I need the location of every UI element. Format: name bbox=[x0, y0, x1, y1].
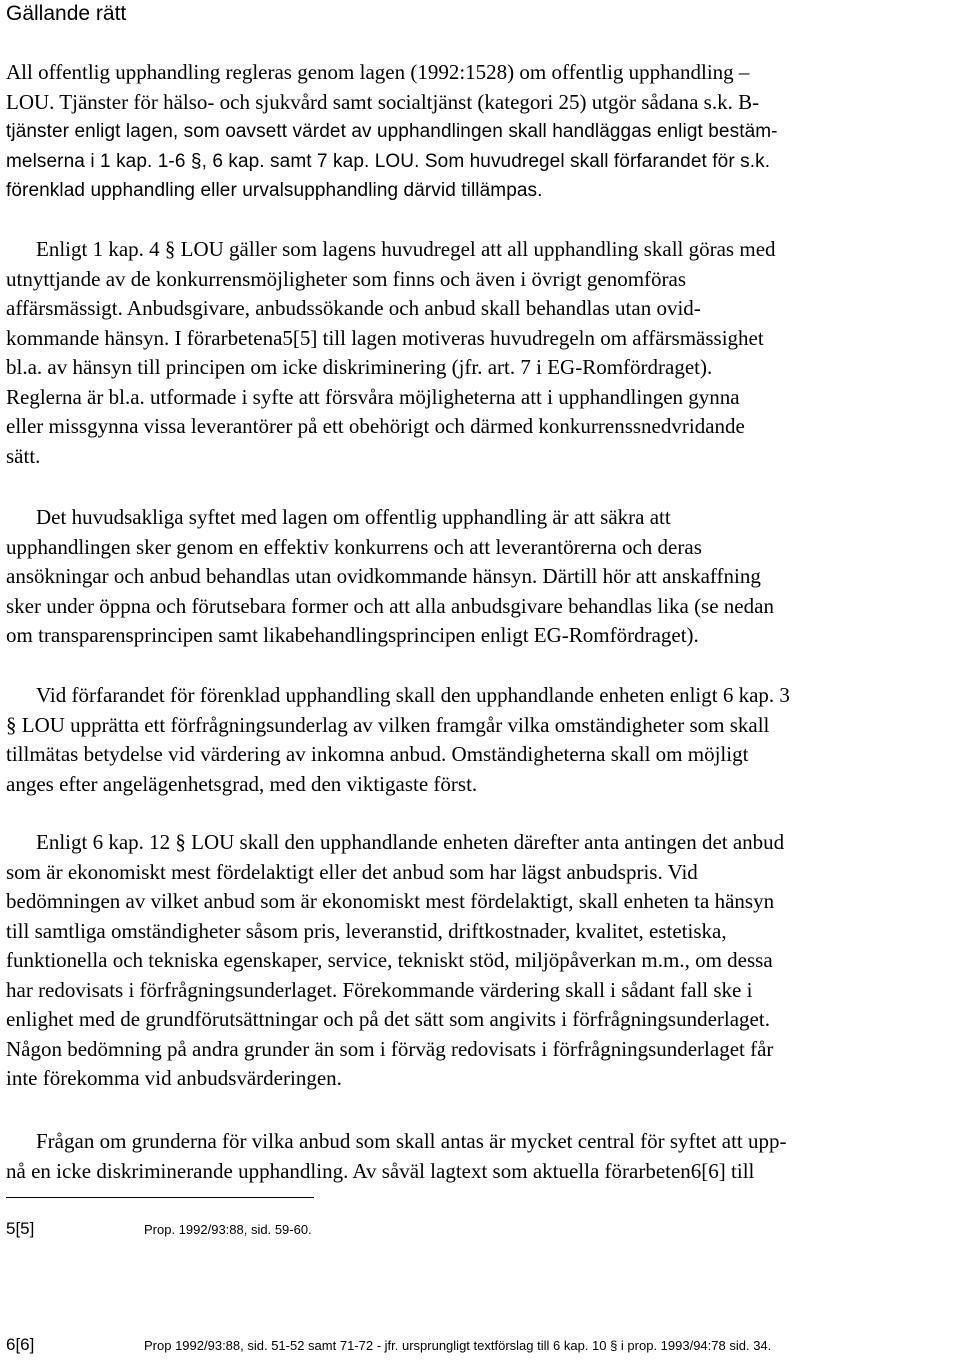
text-line: LOU. Tjänster för hälso- och sjukvård samt socialtjänst (kategori 25) utgör sådana s.k. B- bbox=[6, 89, 760, 114]
footnote-text: Prop. 1992/93:88, sid. 59-60. bbox=[144, 1222, 312, 1237]
paragraph-central-question bbox=[6, 1127, 956, 1186]
section-heading: Gällande rätt bbox=[6, 2, 127, 25]
footnote-number: 5[5] bbox=[6, 1219, 35, 1238]
text-line: Det huvudsakliga syftet med lagen om offentlig upphandling är att säkra att bbox=[36, 505, 671, 529]
text-line: sker under öppna och förutsebara former och att alla anbudsgivare behandlas lika (se nedan bbox=[6, 593, 774, 618]
text-line: förenklad upphandling eller urvalsupphandling därvid tillämpas. bbox=[6, 180, 543, 201]
text-line: ansökningar och anbud behandlas utan ovidkommande hänsyn. Därtill hör att anskaffning bbox=[6, 564, 761, 588]
footnote-number: 6[6] bbox=[6, 1335, 35, 1354]
text-line: bl.a. av hänsyn till principen om icke diskriminering (jfr. art. 7 i EG-Romfördraget). bbox=[6, 355, 713, 379]
text-line: Enligt 1 kap. 4 § LOU gäller som lagens huvudregel att all upphandling skall göras med bbox=[36, 237, 776, 261]
text-line: anges efter angelägenhetsgrad, med den viktigaste först. bbox=[6, 771, 478, 796]
text-line: funktionella och tekniska egenskaper, service, tekniskt stöd, miljöpåverkan m.m., om dessa bbox=[6, 948, 773, 972]
text-line: till samtliga omständigheter såsom pris, leveranstid, driftkostnader, kvalitet, estetiska, bbox=[6, 918, 727, 943]
text-line: har redovisats i förfrågningsunderlaget. Förekommande värdering skall i sådant fall ske i bbox=[6, 977, 753, 1002]
footnote-6 bbox=[6, 1335, 771, 1355]
text-line: kommande hänsyn. I förarbetena5[5] till lagen motiveras huvudregeln om affärsmässighet bbox=[6, 325, 764, 350]
text-line: tjänster enligt lagen, som oavsett värdet av upphandlingen skall handläggas enligt bestäm- bbox=[6, 121, 778, 142]
text-line: eller missgynna vissa leverantörer på ett obehörigt och därmed konkurrenssnedvridande bbox=[6, 414, 745, 438]
text-line: Frågan om grunderna för vilka anbud som skall antas är mycket central för syftet att upp- bbox=[36, 1129, 787, 1153]
paragraph-main-rule bbox=[6, 235, 956, 471]
footnote-5 bbox=[6, 1219, 312, 1239]
text-line: All offentlig upphandling regleras genom lagen (1992:1528) om offentlig upphandling – bbox=[6, 60, 750, 84]
text-line: inte förekomma vid anbudsvärderingen. bbox=[6, 1066, 342, 1090]
paragraph-intro bbox=[6, 58, 956, 117]
paragraph-purpose bbox=[6, 503, 956, 651]
text-line: Någon bedömning på andra grunder än som i förväg redovisats i förfrågningsunderlaget får bbox=[6, 1036, 774, 1061]
footnote-separator bbox=[6, 1197, 314, 1198]
paragraph-intro-continued bbox=[6, 117, 956, 206]
text-line: tillmätas betydelse vid värdering av inkomna anbud. Omständigheterna skall om möjligt bbox=[6, 742, 749, 766]
text-line: Vid förfarandet för förenklad upphandling skall den upphandlande enheten enligt 6 kap. 3 bbox=[36, 683, 790, 707]
text-line: enlighet med de grundförutsättningar och på det sätt som angivits i förfrågningsunderlaget. bbox=[6, 1007, 770, 1031]
text-line: affärsmässigt. Anbudsgivare, anbudssökande och anbud skall behandlas utan ovid- bbox=[6, 296, 701, 320]
text-line: nå en icke diskriminerande upphandling. Av såväl lagtext som aktuella förarbeten6[6] till bbox=[6, 1158, 755, 1183]
text-line: Enligt 6 kap. 12 § LOU skall den upphandlande enheten därefter anta antingen det anbud bbox=[36, 830, 785, 854]
text-line: Reglerna är bl.a. utformade i syfte att försvåra möjligheterna att i upphandlingen gynna bbox=[6, 384, 740, 409]
paragraph-award bbox=[6, 828, 956, 1094]
text-line: upphandlingen sker genom en effektiv konkurrens och att leverantörerna och deras bbox=[6, 534, 702, 559]
text-line: sätt. bbox=[6, 443, 41, 468]
paragraph-procedure bbox=[6, 681, 956, 799]
text-line: om transparensprincipen samt likabehandlingsprincipen enligt EG-Romfördraget). bbox=[6, 623, 699, 647]
text-line: som är ekonomiskt mest fördelaktigt eller det anbud som har lägst anbudspris. Vid bbox=[6, 859, 698, 884]
text-line: § LOU upprätta ett förfrågningsunderlag av vilken framgår vilka omständigheter som skall bbox=[6, 712, 770, 737]
text-line: bedömningen av vilket anbud som är ekonomiskt mest fördelaktigt, skall enheten ta hänsyn bbox=[6, 889, 775, 913]
text-line: melserna i 1 kap. 1-6 §, 6 kap. samt 7 kap. LOU. Som huvudregel skall förfarandet för s.k. bbox=[6, 150, 771, 172]
footnote-text: Prop 1992/93:88, sid. 51-52 samt 71-72 - jfr. ursprungligt textförslag till 6 kap. 10 § i prop. 1993/94:78 sid. 34. bbox=[144, 1338, 772, 1353]
text-line: utnyttjande av de konkurrensmöjligheter som finns och även i övrigt genomföras bbox=[6, 266, 687, 291]
